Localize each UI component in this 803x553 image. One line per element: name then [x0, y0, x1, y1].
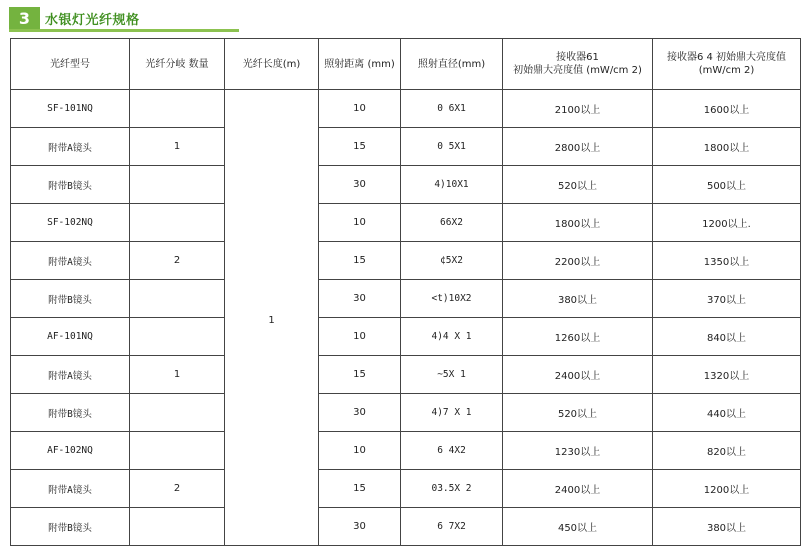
table-row — [11, 90, 801, 128]
distance-cell: 30 — [319, 508, 401, 546]
table-header-row — [11, 39, 801, 90]
model-cell: SF-101NQ — [11, 90, 130, 128]
table-row — [11, 508, 801, 546]
diameter-cell: 4)10X1 — [401, 166, 503, 204]
table-row — [11, 128, 801, 166]
diameter-cell: ¢5X2 — [401, 242, 503, 280]
branches-cell — [130, 280, 225, 318]
header-cell: 光纤长度(m) — [225, 39, 319, 90]
receiver64-cell: 820以上 — [653, 432, 801, 470]
branches-cell: 2 — [130, 242, 225, 280]
model-cell: 附带B镜头 — [11, 166, 130, 204]
receiver61-cell: 1260以上 — [503, 318, 653, 356]
diameter-cell: 03.5X 2 — [401, 470, 503, 508]
receiver61-cell: 2200以上 — [503, 242, 653, 280]
distance-cell: 30 — [319, 394, 401, 432]
model-cell: 附带A镜头 — [11, 128, 130, 166]
diameter-cell: 4)7 X 1 — [401, 394, 503, 432]
header-cell: 光纤型号 — [11, 39, 130, 90]
header-cell: 照射直径(mm) — [401, 39, 503, 90]
diameter-cell: ~5X 1 — [401, 356, 503, 394]
distance-cell: 10 — [319, 90, 401, 128]
distance-cell: 30 — [319, 280, 401, 318]
branches-cell — [130, 90, 225, 128]
receiver61-cell: 2100以上 — [503, 90, 653, 128]
header-cell: 接收器61 初始鼎大亮度值 (mW/cm 2) — [503, 39, 653, 90]
receiver61-cell: 380以上 — [503, 280, 653, 318]
table-row — [11, 280, 801, 318]
distance-cell: 10 — [319, 432, 401, 470]
fiber-spec-table — [10, 38, 801, 546]
receiver64-cell: 1200以上 — [653, 470, 801, 508]
header-underline — [9, 29, 239, 32]
distance-cell: 15 — [319, 356, 401, 394]
diameter-cell: 0 6X1 — [401, 90, 503, 128]
diameter-cell: 6 4X2 — [401, 432, 503, 470]
branches-cell: 1 — [130, 128, 225, 166]
distance-cell: 15 — [319, 242, 401, 280]
model-cell: 附带B镜头 — [11, 508, 130, 546]
header-cell: 照射距离 (mm) — [319, 39, 401, 90]
branches-cell: 2 — [130, 470, 225, 508]
diameter-cell: 4)4 X 1 — [401, 318, 503, 356]
diameter-cell: <t)10X2 — [401, 280, 503, 318]
model-cell: 附带B镜头 — [11, 280, 130, 318]
table-row — [11, 394, 801, 432]
model-cell: 附带A镜头 — [11, 470, 130, 508]
receiver64-cell: 1600以上 — [653, 90, 801, 128]
table-row — [11, 356, 801, 394]
header-cell: 光纤分岐 数量 — [130, 39, 225, 90]
receiver64-cell: 1350以上 — [653, 242, 801, 280]
receiver61-cell: 2800以上 — [503, 128, 653, 166]
receiver64-cell: 1200以上. — [653, 204, 801, 242]
table-row — [11, 204, 801, 242]
receiver64-cell: 1320以上 — [653, 356, 801, 394]
receiver61-cell: 2400以上 — [503, 356, 653, 394]
receiver64-cell: 500以上 — [653, 166, 801, 204]
receiver64-cell: 1800以上 — [653, 128, 801, 166]
table-row — [11, 470, 801, 508]
distance-cell: 15 — [319, 128, 401, 166]
distance-cell: 10 — [319, 318, 401, 356]
diameter-cell: 6 7X2 — [401, 508, 503, 546]
table-row — [11, 242, 801, 280]
receiver61-cell: 520以上 — [503, 394, 653, 432]
branches-cell — [130, 318, 225, 356]
branches-cell — [130, 204, 225, 242]
receiver61-cell: 2400以上 — [503, 470, 653, 508]
receiver64-cell: 380以上 — [653, 508, 801, 546]
distance-cell: 15 — [319, 470, 401, 508]
receiver64-cell: 440以上 — [653, 394, 801, 432]
branches-cell: 1 — [130, 356, 225, 394]
model-cell: AF-101NQ — [11, 318, 130, 356]
branches-cell — [130, 166, 225, 204]
table-row — [11, 166, 801, 204]
distance-cell: 10 — [319, 204, 401, 242]
fiber-length-cell — [225, 90, 319, 546]
fiber-length-value: 1 — [268, 315, 275, 326]
receiver61-cell: 1800以上 — [503, 204, 653, 242]
receiver61-cell: 520以上 — [503, 166, 653, 204]
receiver64-cell: 370以上 — [653, 280, 801, 318]
model-cell: 附带B镜头 — [11, 394, 130, 432]
receiver64-cell: 840以上 — [653, 318, 801, 356]
diameter-cell: 66X2 — [401, 204, 503, 242]
table-row — [11, 432, 801, 470]
diameter-cell: 0 5X1 — [401, 128, 503, 166]
receiver61-cell: 1230以上 — [503, 432, 653, 470]
section-title: 水银灯光纤规格 — [45, 12, 140, 28]
model-cell: SF-102NQ — [11, 204, 130, 242]
table-row — [11, 318, 801, 356]
receiver61-cell: 450以上 — [503, 508, 653, 546]
distance-cell: 30 — [319, 166, 401, 204]
header-cell: 接收器6 4 初始鼎大亮度值 (mW/cm 2) — [653, 39, 801, 90]
model-cell: AF-102NQ — [11, 432, 130, 470]
branches-cell — [130, 432, 225, 470]
model-cell: 附带A镜头 — [11, 242, 130, 280]
branches-cell — [130, 508, 225, 546]
section-number-badge: 3 — [9, 7, 40, 29]
model-cell: 附带A镜头 — [11, 356, 130, 394]
branches-cell — [130, 394, 225, 432]
section-header — [9, 6, 140, 30]
